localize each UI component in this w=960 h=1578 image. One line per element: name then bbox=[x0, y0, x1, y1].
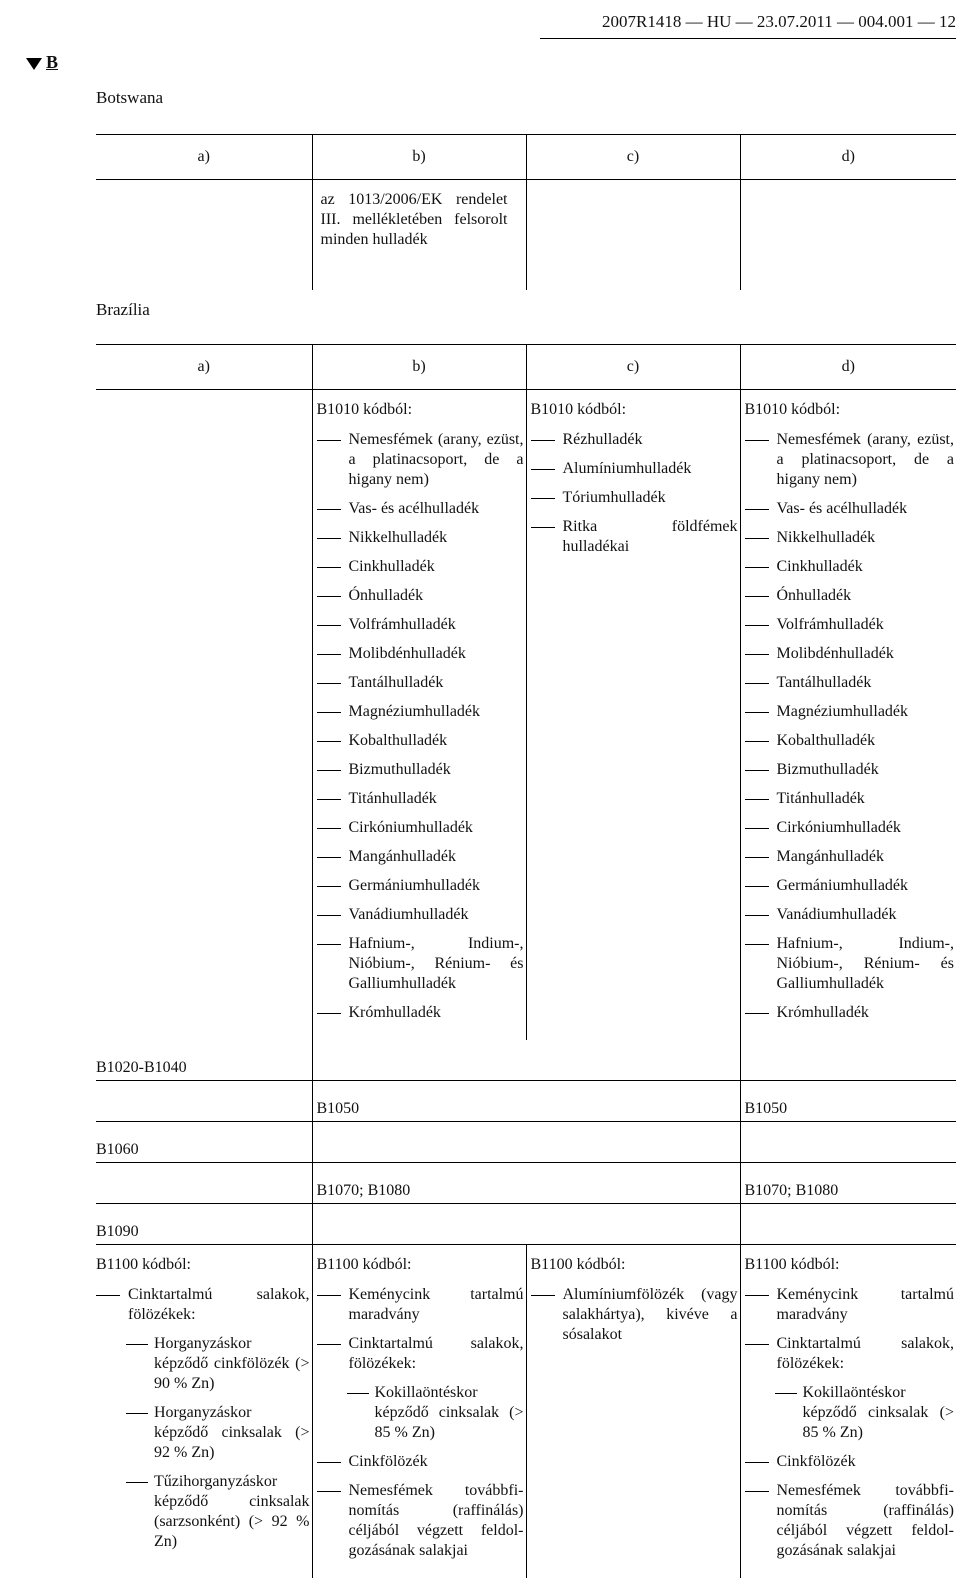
list-item: Krómhulladék bbox=[317, 1003, 524, 1023]
cell-title: B1100 kódból: bbox=[317, 1255, 524, 1275]
list-item: Tantálhulladék bbox=[317, 673, 524, 693]
cell-c bbox=[526, 1122, 740, 1163]
cell-d bbox=[740, 1040, 956, 1081]
list-item: Magnéziumhulladék bbox=[317, 702, 524, 722]
list-item: Hafnium-, Indium-, Nióbium-, Rénium- és Galliumhulladék bbox=[317, 934, 524, 994]
list-item: Kobalthulladék bbox=[745, 731, 955, 751]
cell-c bbox=[526, 1163, 740, 1204]
sub-list-item: Kokillaöntéskor képződő cinksalak (> 85 % Zn) bbox=[745, 1383, 955, 1443]
cell-b bbox=[312, 390, 526, 1041]
col-header-b: b) bbox=[312, 345, 526, 390]
list-item: Cinktartalmú salakok, fölözékek: bbox=[317, 1334, 524, 1374]
cell-b bbox=[312, 1040, 526, 1081]
list-item: Cinktartalmú salakok, fölözékek: bbox=[745, 1334, 955, 1374]
cell-b bbox=[312, 1245, 526, 1578]
country-title-botswana: Botswana bbox=[96, 88, 163, 108]
table-row-b1050 bbox=[96, 1081, 956, 1122]
col-header-d: d) bbox=[740, 135, 956, 180]
sub-list-item: Kokillaöntéskor képződő cinksalak (> 85 % Zn) bbox=[317, 1383, 524, 1443]
cell-a: B1090 bbox=[96, 1204, 312, 1245]
sub-list-item: Horganyzáskor képződő cinksalak (> 92 % Zn) bbox=[96, 1403, 310, 1463]
list-item: Titánhulladék bbox=[745, 789, 955, 809]
list-item: Cinkfölözék bbox=[317, 1452, 524, 1472]
cell-d bbox=[740, 1122, 956, 1163]
cell-a: B1020-B1040 bbox=[96, 1040, 312, 1081]
list-item: Bizmuthulladék bbox=[745, 760, 955, 780]
cell-title: B1100 kódból: bbox=[745, 1255, 955, 1275]
cell-d bbox=[740, 1245, 956, 1578]
cell-title: B1010 kódból: bbox=[317, 400, 524, 420]
list-item: Ritka földfémek hulladékai bbox=[531, 517, 738, 557]
cell-title: B1100 kódból: bbox=[531, 1255, 738, 1275]
cell-c bbox=[526, 1081, 740, 1122]
list-item: Ónhulladék bbox=[745, 586, 955, 606]
list-item: Mangánhulladék bbox=[745, 847, 955, 867]
cell-d bbox=[740, 390, 956, 1041]
header-row bbox=[96, 135, 956, 180]
list-item: Cinkfölözék bbox=[745, 1452, 955, 1472]
cell-b bbox=[312, 1122, 526, 1163]
brazil-table bbox=[96, 344, 956, 1578]
list-item: Cinkhulladék bbox=[745, 557, 955, 577]
table-row-b1060 bbox=[96, 1122, 956, 1163]
list-item: Hafnium-, Indium-, Nióbium-, Rénium- és Galliumhulladék bbox=[745, 934, 955, 994]
list-item: Alumíniumfölözék (vagy salakhártya), kivéve a sósalakot bbox=[531, 1285, 738, 1345]
list-item: Molibdénhulladék bbox=[317, 644, 524, 664]
col-header-c: c) bbox=[526, 135, 740, 180]
list-item: Vas- és acélhulladék bbox=[317, 499, 524, 519]
cell-b bbox=[312, 1204, 526, 1245]
col-header-a: a) bbox=[96, 135, 312, 180]
list-item: Krómhulladék bbox=[745, 1003, 955, 1023]
cell-title: B1010 kódból: bbox=[745, 400, 955, 420]
table-row-b1090 bbox=[96, 1204, 956, 1245]
list-item: Rézhulladék bbox=[531, 430, 738, 450]
list-item: Molibdénhulladék bbox=[745, 644, 955, 664]
col-header-a: a) bbox=[96, 345, 312, 390]
cell-text: az 1013/2006/EK rendelet III. mellékletében felsorolt minden hulladék bbox=[313, 180, 526, 250]
list-item: Nikkelhulladék bbox=[745, 528, 955, 548]
cell-b: B1070; B1080 bbox=[312, 1163, 526, 1204]
list-item: Magnéziumhulladék bbox=[745, 702, 955, 722]
cell-a bbox=[96, 180, 312, 290]
header-row bbox=[96, 345, 956, 390]
page-header bbox=[540, 0, 956, 39]
list-item: Nemesfémek továbbfi-nomítás (raffinálás) céljából végzett feldol-gozásának salakjai bbox=[317, 1481, 524, 1561]
list-item: Keménycink tartalmú maradvány bbox=[745, 1285, 955, 1325]
sub-list-item: Tűzihorganyzáskor képződő cinksalak (sarzsonként) (> 92 % Zn) bbox=[96, 1472, 310, 1552]
table-row-b1100 bbox=[96, 1245, 956, 1578]
cell-a bbox=[96, 1245, 312, 1578]
cell-d: B1050 bbox=[740, 1081, 956, 1122]
list-item: Nikkelhulladék bbox=[317, 528, 524, 548]
country-title-brazil: Brazília bbox=[96, 300, 150, 320]
table-row-b1020 bbox=[96, 1040, 956, 1081]
list-item: Germániumhulladék bbox=[317, 876, 524, 896]
cell-c bbox=[526, 1204, 740, 1245]
triangle-down-icon bbox=[26, 58, 42, 70]
cell-d bbox=[740, 180, 956, 290]
list-item: Keménycink tartalmú maradvány bbox=[317, 1285, 524, 1325]
list-item: Titánhulladék bbox=[317, 789, 524, 809]
list-item: Nemesfémek (arany, ezüst, a platinacsoport, de a higany nem) bbox=[317, 430, 524, 490]
amendment-marker bbox=[26, 52, 58, 72]
cell-c bbox=[526, 1245, 740, 1578]
cell-d bbox=[740, 1204, 956, 1245]
list-item: Tantálhulladék bbox=[745, 673, 955, 693]
sub-list-item: Horganyzáskor képződő cinkfölözék (> 90 % Zn) bbox=[96, 1334, 310, 1394]
cell-b bbox=[312, 180, 526, 290]
list-item: Volfrámhulladék bbox=[317, 615, 524, 635]
list-item: Vanádiumhulladék bbox=[317, 905, 524, 925]
cell-c bbox=[526, 390, 740, 1041]
col-header-d: d) bbox=[740, 345, 956, 390]
list-item: Germániumhulladék bbox=[745, 876, 955, 896]
list-item: Ónhulladék bbox=[317, 586, 524, 606]
list-item: Volfrámhulladék bbox=[745, 615, 955, 635]
marker-letter: B bbox=[46, 52, 58, 72]
table-row-b1070 bbox=[96, 1163, 956, 1204]
cell-d: B1070; B1080 bbox=[740, 1163, 956, 1204]
cell-title: B1010 kódból: bbox=[531, 400, 738, 420]
cell-a bbox=[96, 390, 312, 1041]
table-row bbox=[96, 180, 956, 290]
list-item: Vas- és acélhulladék bbox=[745, 499, 955, 519]
botswana-table bbox=[96, 134, 956, 290]
list-item: Cinktartalmú salakok, fölözékek: bbox=[96, 1285, 310, 1325]
list-item: Cirkóniumhulladék bbox=[745, 818, 955, 838]
list-item: Alumíniumhulladék bbox=[531, 459, 738, 479]
list-item: Tóriumhulladék bbox=[531, 488, 738, 508]
list-item: Cirkóniumhulladék bbox=[317, 818, 524, 838]
cell-c bbox=[526, 180, 740, 290]
cell-c bbox=[526, 1040, 740, 1081]
cell-a bbox=[96, 1163, 312, 1204]
list-item: Mangánhulladék bbox=[317, 847, 524, 867]
header-text: 2007R1418 — HU — 23.07.2011 — 004.001 — 12 bbox=[602, 12, 956, 32]
col-header-c: c) bbox=[526, 345, 740, 390]
cell-a: B1060 bbox=[96, 1122, 312, 1163]
table-row-b1010 bbox=[96, 390, 956, 1041]
cell-title: B1100 kódból: bbox=[96, 1255, 310, 1275]
col-header-b: b) bbox=[312, 135, 526, 180]
list-item: Vanádiumhulladék bbox=[745, 905, 955, 925]
list-item: Nemesfémek továbbfi-nomítás (raffinálás) céljából végzett feldol-gozásának salakjai bbox=[745, 1481, 955, 1561]
list-item: Nemesfémek (arany, ezüst, a platinacsoport, de a higany nem) bbox=[745, 430, 955, 490]
cell-b: B1050 bbox=[312, 1081, 526, 1122]
cell-a bbox=[96, 1081, 312, 1122]
list-item: Bizmuthulladék bbox=[317, 760, 524, 780]
list-item: Cinkhulladék bbox=[317, 557, 524, 577]
list-item: Kobalthulladék bbox=[317, 731, 524, 751]
